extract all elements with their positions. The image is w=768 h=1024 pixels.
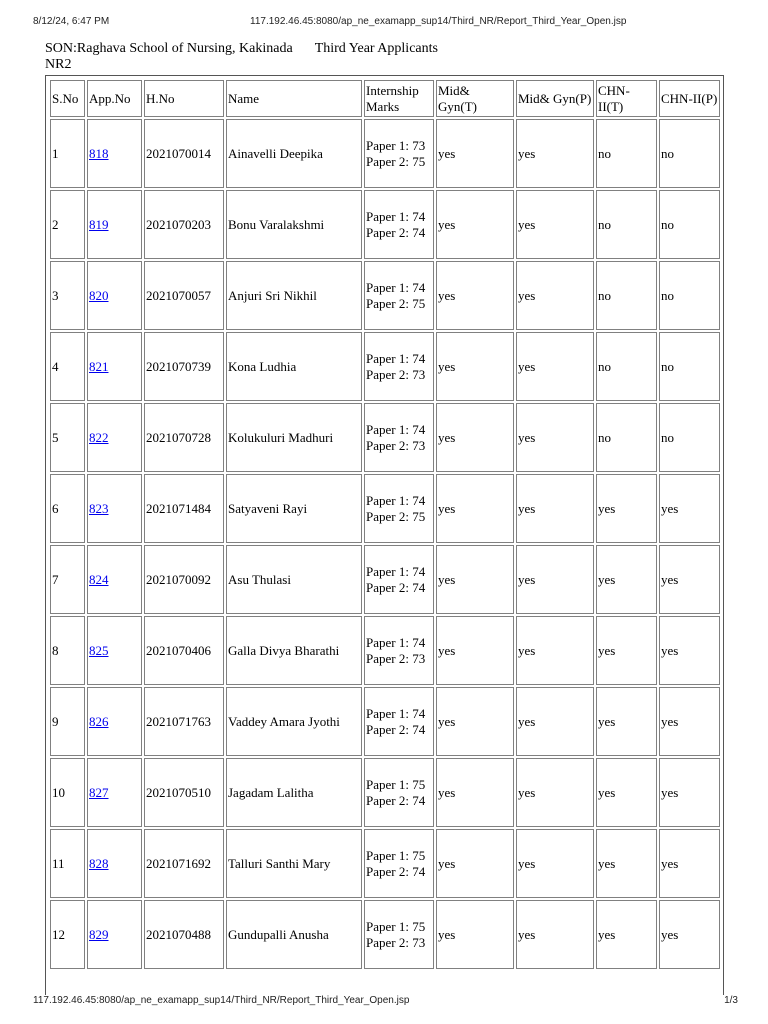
cell-mid-gyn-p: yes xyxy=(516,119,594,188)
cell-app-no xyxy=(87,474,142,543)
table-row xyxy=(50,474,720,543)
table-row xyxy=(50,261,720,330)
column-header-mid-gyn-p: Mid& Gyn(P) xyxy=(516,80,594,117)
cell-internship-marks xyxy=(364,758,434,827)
cell-mid-gyn-p: yes xyxy=(516,545,594,614)
table-row xyxy=(50,332,720,401)
cell-name: Gundupalli Anusha xyxy=(226,900,362,969)
cell-mid-gyn-t: yes xyxy=(436,829,514,898)
cell-sno: 1 xyxy=(50,119,85,188)
cell-app-no xyxy=(87,829,142,898)
table-header-row xyxy=(50,80,720,117)
cell-mid-gyn-p: yes xyxy=(516,900,594,969)
cell-chn-ii-p: yes xyxy=(659,545,720,614)
table-row xyxy=(50,758,720,827)
print-datetime: 8/12/24, 6:47 PM xyxy=(33,16,110,27)
app-no-link[interactable]: 820 xyxy=(89,287,109,303)
column-header-sno: S.No xyxy=(50,80,85,117)
cell-chn-ii-p: no xyxy=(659,332,720,401)
cell-sno: 8 xyxy=(50,616,85,685)
app-no-link[interactable]: 822 xyxy=(89,429,109,445)
cell-chn-ii-t: no xyxy=(596,119,657,188)
cell-name: Jagadam Lalitha xyxy=(226,758,362,827)
paper-1-marks: Paper 1: 75 xyxy=(366,918,426,934)
column-header-app-no: App.No xyxy=(87,80,142,117)
paper-2-marks: Paper 2: 75 xyxy=(366,295,426,311)
cell-mid-gyn-t: yes xyxy=(436,119,514,188)
column-header-h-no: H.No xyxy=(144,80,224,117)
applicants-table xyxy=(48,78,722,971)
table-row xyxy=(50,829,720,898)
cell-chn-ii-p: no xyxy=(659,190,720,259)
app-no-link[interactable]: 823 xyxy=(89,500,109,516)
cell-app-no xyxy=(87,616,142,685)
table-row xyxy=(50,545,720,614)
report-heading: Third Year Applicants xyxy=(314,41,438,56)
cell-mid-gyn-t: yes xyxy=(436,190,514,259)
cell-sno: 3 xyxy=(50,261,85,330)
paper-2-marks: Paper 2: 74 xyxy=(366,792,426,808)
cell-mid-gyn-t: yes xyxy=(436,900,514,969)
cell-mid-gyn-t: yes xyxy=(436,261,514,330)
cell-internship-marks xyxy=(364,403,434,472)
cell-internship-marks xyxy=(364,545,434,614)
cell-h-no: 2021070014 xyxy=(144,119,224,188)
cell-mid-gyn-p: yes xyxy=(516,332,594,401)
app-no-link[interactable]: 828 xyxy=(89,855,109,871)
paper-1-marks: Paper 1: 74 xyxy=(366,421,426,437)
table-row xyxy=(50,119,720,188)
cell-chn-ii-p: yes xyxy=(659,900,720,969)
cell-mid-gyn-p: yes xyxy=(516,758,594,827)
table-row xyxy=(50,900,720,969)
cell-sno: 12 xyxy=(50,900,85,969)
cell-app-no xyxy=(87,190,142,259)
cell-mid-gyn-p: yes xyxy=(516,403,594,472)
cell-sno: 5 xyxy=(50,403,85,472)
cell-mid-gyn-t: yes xyxy=(436,545,514,614)
cell-h-no: 2021070728 xyxy=(144,403,224,472)
paper-2-marks: Paper 2: 75 xyxy=(366,508,426,524)
cell-name: Asu Thulasi xyxy=(226,545,362,614)
report-code: NR2 xyxy=(45,57,72,72)
cell-sno: 4 xyxy=(50,332,85,401)
cell-internship-marks xyxy=(364,119,434,188)
paper-1-marks: Paper 1: 73 xyxy=(366,137,426,153)
paper-1-marks: Paper 1: 74 xyxy=(366,634,426,650)
cell-mid-gyn-p: yes xyxy=(516,616,594,685)
column-header-mid-gyn-t: Mid& Gyn(T) xyxy=(436,80,514,117)
column-header-chn-ii-t: CHN-II(T) xyxy=(596,80,657,117)
paper-2-marks: Paper 2: 74 xyxy=(366,224,426,240)
cell-name: Kona Ludhia xyxy=(226,332,362,401)
cell-sno: 11 xyxy=(50,829,85,898)
cell-mid-gyn-t: yes xyxy=(436,403,514,472)
print-url: 117.192.46.45:8080/ap_ne_examapp_sup14/Third_NR/Report_Third_Year_Open.jsp xyxy=(250,16,627,27)
cell-name: Kolukuluri Madhuri xyxy=(226,403,362,472)
app-no-link[interactable]: 821 xyxy=(89,358,109,374)
cell-internship-marks xyxy=(364,900,434,969)
cell-chn-ii-t: yes xyxy=(596,616,657,685)
column-header-internship-marks: Internship Marks xyxy=(364,80,434,117)
table-row xyxy=(50,403,720,472)
cell-h-no: 2021070488 xyxy=(144,900,224,969)
cell-mid-gyn-p: yes xyxy=(516,687,594,756)
cell-app-no xyxy=(87,332,142,401)
paper-1-marks: Paper 1: 74 xyxy=(366,208,426,224)
paper-2-marks: Paper 2: 74 xyxy=(366,579,426,595)
cell-name: Bonu Varalakshmi xyxy=(226,190,362,259)
cell-name: Satyaveni Rayi xyxy=(226,474,362,543)
cell-mid-gyn-t: yes xyxy=(436,474,514,543)
cell-name: Ainavelli Deepika xyxy=(226,119,362,188)
cell-h-no: 2021070092 xyxy=(144,545,224,614)
cell-h-no: 2021070203 xyxy=(144,190,224,259)
cell-sno: 7 xyxy=(50,545,85,614)
paper-1-marks: Paper 1: 74 xyxy=(366,350,426,366)
cell-chn-ii-p: yes xyxy=(659,687,720,756)
cell-app-no xyxy=(87,758,142,827)
column-header-name: Name xyxy=(226,80,362,117)
cell-chn-ii-t: yes xyxy=(596,829,657,898)
cell-chn-ii-p: yes xyxy=(659,829,720,898)
paper-1-marks: Paper 1: 74 xyxy=(366,279,426,295)
paper-2-marks: Paper 2: 73 xyxy=(366,437,426,453)
cell-mid-gyn-t: yes xyxy=(436,758,514,827)
cell-sno: 6 xyxy=(50,474,85,543)
cell-name: Anjuri Sri Nikhil xyxy=(226,261,362,330)
paper-2-marks: Paper 2: 74 xyxy=(366,863,426,879)
cell-h-no: 2021070057 xyxy=(144,261,224,330)
cell-mid-gyn-p: yes xyxy=(516,261,594,330)
cell-h-no: 2021071763 xyxy=(144,687,224,756)
paper-1-marks: Paper 1: 74 xyxy=(366,563,426,579)
cell-app-no xyxy=(87,261,142,330)
cell-chn-ii-t: yes xyxy=(596,758,657,827)
cell-sno: 9 xyxy=(50,687,85,756)
cell-app-no xyxy=(87,687,142,756)
cell-chn-ii-t: yes xyxy=(596,687,657,756)
cell-internship-marks xyxy=(364,261,434,330)
cell-name: Talluri Santhi Mary xyxy=(226,829,362,898)
cell-h-no: 2021071484 xyxy=(144,474,224,543)
app-no-link[interactable]: 824 xyxy=(89,571,109,587)
paper-1-marks: Paper 1: 74 xyxy=(366,492,426,508)
cell-chn-ii-t: no xyxy=(596,190,657,259)
cell-internship-marks xyxy=(364,474,434,543)
paper-1-marks: Paper 1: 75 xyxy=(366,776,426,792)
paper-1-marks: Paper 1: 74 xyxy=(366,705,426,721)
cell-internship-marks xyxy=(364,687,434,756)
paper-1-marks: Paper 1: 75 xyxy=(366,847,426,863)
cell-chn-ii-p: yes xyxy=(659,616,720,685)
page-number: 1/3 xyxy=(724,995,738,1006)
cell-chn-ii-p: yes xyxy=(659,474,720,543)
cell-mid-gyn-t: yes xyxy=(436,687,514,756)
cell-app-no xyxy=(87,545,142,614)
cell-chn-ii-p: no xyxy=(659,403,720,472)
school-name: SON:Raghava School of Nursing, Kakinada xyxy=(45,41,293,56)
app-no-link[interactable]: 829 xyxy=(89,926,109,942)
table-row xyxy=(50,190,720,259)
cell-h-no: 2021070406 xyxy=(144,616,224,685)
print-footer xyxy=(0,995,768,1009)
footer-url: 117.192.46.45:8080/ap_ne_examapp_sup14/Third_NR/Report_Third_Year_Open.jsp xyxy=(33,995,410,1006)
cell-internship-marks xyxy=(364,190,434,259)
cell-internship-marks xyxy=(364,332,434,401)
column-header-chn-ii-p: CHN-II(P) xyxy=(659,80,720,117)
cell-internship-marks xyxy=(364,616,434,685)
cell-app-no xyxy=(87,403,142,472)
cell-chn-ii-t: yes xyxy=(596,474,657,543)
app-no-link[interactable]: 825 xyxy=(89,642,109,658)
cell-chn-ii-t: no xyxy=(596,261,657,330)
cell-name: Vaddey Amara Jyothi xyxy=(226,687,362,756)
report-frame xyxy=(45,75,724,995)
print-header xyxy=(0,16,768,30)
paper-2-marks: Paper 2: 73 xyxy=(366,934,426,950)
table-body xyxy=(50,119,720,969)
cell-chn-ii-p: no xyxy=(659,261,720,330)
app-no-link[interactable]: 818 xyxy=(89,145,109,161)
cell-name: Galla Divya Bharathi xyxy=(226,616,362,685)
cell-sno: 2 xyxy=(50,190,85,259)
cell-chn-ii-p: yes xyxy=(659,758,720,827)
cell-mid-gyn-t: yes xyxy=(436,332,514,401)
app-no-link[interactable]: 826 xyxy=(89,713,109,729)
table-row xyxy=(50,616,720,685)
cell-h-no: 2021071692 xyxy=(144,829,224,898)
paper-2-marks: Paper 2: 73 xyxy=(366,650,426,666)
cell-chn-ii-t: yes xyxy=(596,900,657,969)
cell-mid-gyn-p: yes xyxy=(516,474,594,543)
cell-internship-marks xyxy=(364,829,434,898)
cell-chn-ii-t: yes xyxy=(596,545,657,614)
cell-h-no: 2021070739 xyxy=(144,332,224,401)
cell-h-no: 2021070510 xyxy=(144,758,224,827)
cell-mid-gyn-p: yes xyxy=(516,829,594,898)
paper-2-marks: Paper 2: 74 xyxy=(366,721,426,737)
paper-2-marks: Paper 2: 73 xyxy=(366,366,426,382)
cell-mid-gyn-t: yes xyxy=(436,616,514,685)
paper-2-marks: Paper 2: 75 xyxy=(366,153,426,169)
app-no-link[interactable]: 819 xyxy=(89,216,109,232)
report-title xyxy=(45,41,438,57)
cell-sno: 10 xyxy=(50,758,85,827)
table-row xyxy=(50,687,720,756)
cell-chn-ii-t: no xyxy=(596,403,657,472)
cell-app-no xyxy=(87,900,142,969)
app-no-link[interactable]: 827 xyxy=(89,784,109,800)
cell-chn-ii-p: no xyxy=(659,119,720,188)
cell-app-no xyxy=(87,119,142,188)
cell-mid-gyn-p: yes xyxy=(516,190,594,259)
cell-chn-ii-t: no xyxy=(596,332,657,401)
